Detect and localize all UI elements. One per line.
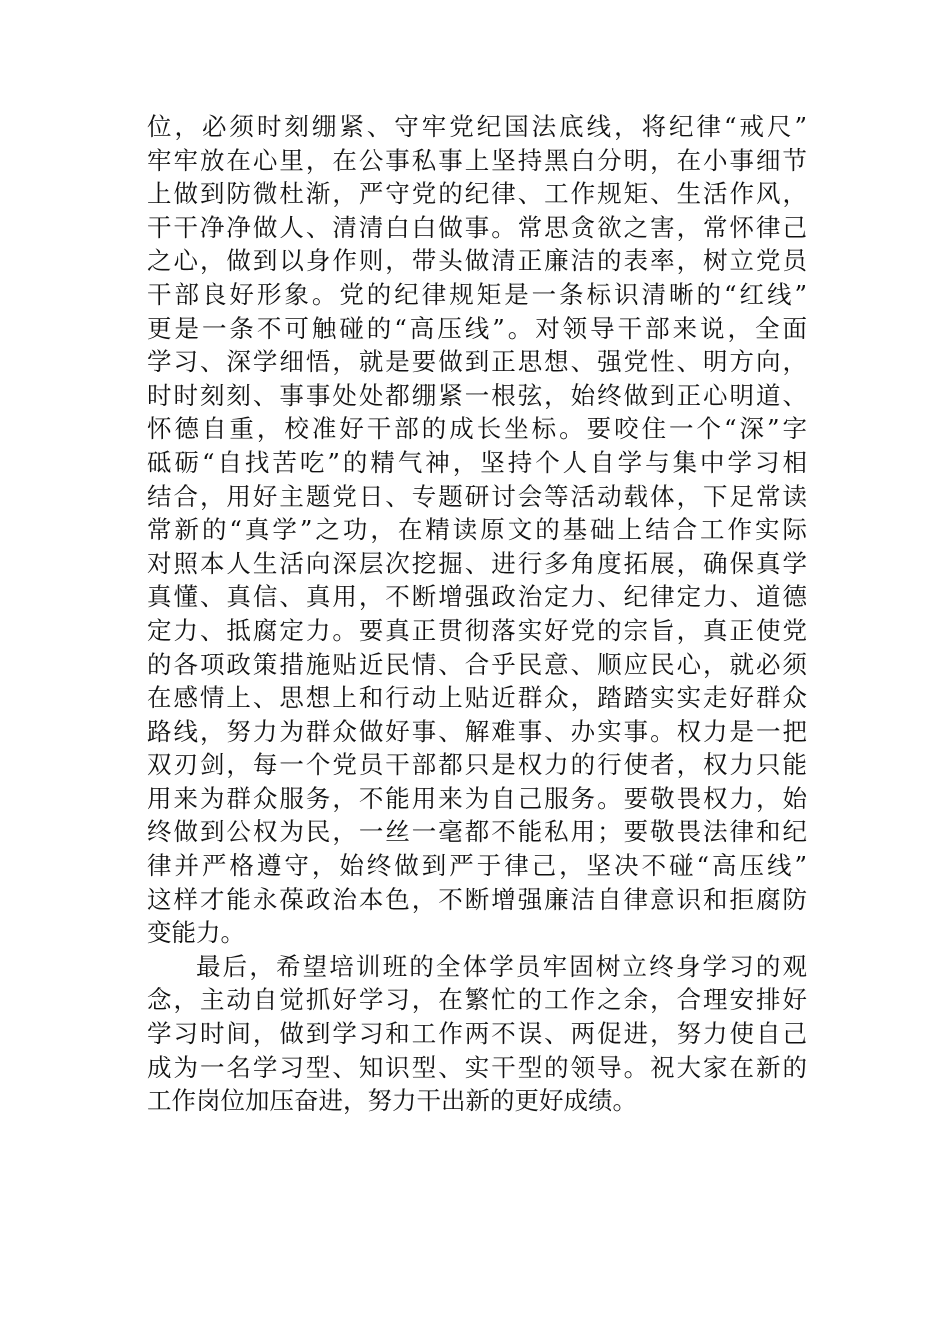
text-line: 对照本人生活向深层次挖掘、进行多角度拓展，确保真学 — [147, 548, 807, 578]
text-line: 双刃剑，每一个党员干部都只是权力的行使者，权力只能 — [147, 750, 807, 780]
text-line: 在感情上、思想上和行动上贴近群众，踏踏实实走好群众 — [147, 683, 807, 713]
text-line: 常新的“真学”之功，在精读原文的基础上结合工作实际 — [147, 515, 807, 545]
text-line: 这样才能永葆政治本色，不断增强廉洁自律意识和拒腐防 — [147, 884, 807, 914]
text-line: 学习时间，做到学习和工作两不误、两促进，努力使自己 — [147, 1019, 807, 1049]
text-line: 时时刻刻、事事处处都绷紧一根弦，始终做到正心明道、 — [147, 380, 807, 410]
text-line: 成为一名学习型、知识型、实干型的领导。祝大家在新的 — [147, 1052, 807, 1082]
text-line: 工作岗位加压奋进，努力干出新的更好成绩。 — [147, 1086, 637, 1116]
text-line: 牢牢放在心里，在公事私事上坚持黑白分明，在小事细节 — [147, 145, 807, 175]
text-line: 用来为群众服务，不能用来为自己服务。要敬畏权力，始 — [147, 783, 807, 813]
paragraph-conclusion — [147, 950, 807, 1118]
text-line: 砥砺“自找苦吃”的精气神，坚持个人自学与集中学习相 — [147, 447, 807, 477]
text-line: 的各项政策措施贴近民情、合乎民意、顺应民心，就必须 — [147, 649, 807, 679]
text-line: 路线，努力为群众做好事、解难事、办实事。权力是一把 — [147, 716, 807, 746]
text-line: 干部良好形象。党的纪律规矩是一条标识清晰的“红线” — [147, 279, 807, 309]
body-text — [147, 110, 807, 1118]
text-line: 结合，用好主题党日、专题研讨会等活动载体，下足常读 — [147, 481, 807, 511]
text-line: 上做到防微杜渐，严守党的纪律、工作规矩、生活作风， — [147, 179, 807, 209]
text-line: 干干净净做人、清清白白做事。常思贪欲之害，常怀律己 — [147, 212, 807, 242]
text-line: 最后，希望培训班的全体学员牢固树立终身学习的观 — [196, 951, 807, 981]
text-line: 更是一条不可触碰的“高压线”。对领导干部来说，全面 — [147, 313, 807, 343]
text-line: 怀德自重，校准好干部的成长坐标。要咬住一个“深”字 — [147, 414, 807, 444]
text-line: 律并严格遵守，始终做到严于律己，坚决不碰“高压线” — [147, 851, 807, 881]
text-line: 念，主动自觉抓好学习，在繁忙的工作之余，合理安排好 — [147, 985, 807, 1015]
text-line: 之心，做到以身作则，带头做清正廉洁的表率，树立党员 — [147, 246, 807, 276]
text-line: 学习、深学细悟，就是要做到正思想、强党性、明方向， — [147, 347, 807, 377]
text-line: 终做到公权为民，一丝一毫都不能私用；要敬畏法律和纪 — [147, 817, 807, 847]
text-line: 真懂、真信、真用，不断增强政治定力、纪律定力、道德 — [147, 582, 807, 612]
text-line: 定力、抵腐定力。要真正贯彻落实好党的宗旨，真正使党 — [147, 615, 807, 645]
text-line: 变能力。 — [147, 918, 245, 948]
text-line: 位，必须时刻绷紧、守牢党纪国法底线，将纪律“戒尺” — [147, 112, 807, 141]
paragraph-discipline — [147, 110, 807, 950]
